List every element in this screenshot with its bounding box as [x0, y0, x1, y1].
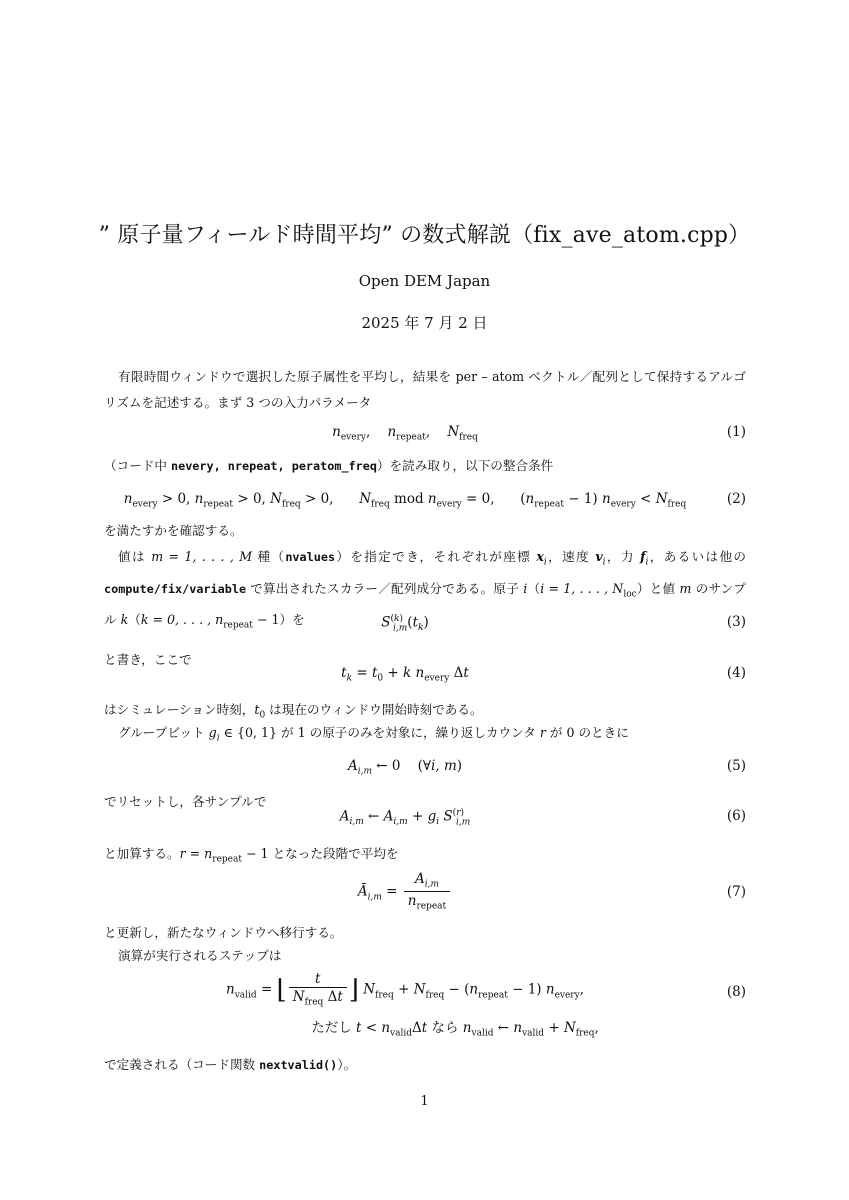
- equation-2: $n_{every} > 0$, $n_{repeat} > 0$, $N_{freq} > 0$, $N_{freq}$ mod $n_{every} = 0$, $(n_{repeat} - 1) n_{every} < N_{freq}$ (2): [123, 491, 746, 510]
- equation-8-condition: ただし $t < n_{valid}\Delta t$ なら $n_{valid}$ ← $n_{valid} + N_{freq}$,: [311, 1020, 599, 1039]
- paragraph-reset: でリセットし，各サンプルで: [104, 794, 267, 809]
- paragraph-definition: で定義される（コード関数 nextvalid()）。: [104, 1057, 357, 1072]
- equation-number: (6): [726, 808, 746, 824]
- equation-4: $t_k = t_0 + k$ $n_{every}$ Δt (4): [341, 665, 746, 684]
- equation-number: (1): [726, 424, 746, 440]
- paragraph-where: と書き，ここで: [104, 652, 192, 667]
- paragraph-parameters: （コード中 nevery, nrepeat, peratom_freq）を読み取り，以下の整合条件: [104, 458, 554, 473]
- page-number: 1: [420, 1094, 429, 1109]
- author: Open DEM Japan: [358, 272, 491, 290]
- paragraph-update: と更新し，新たなウィンドウへ移行する。: [104, 925, 343, 940]
- equation-1: $n_{every}$, $n_{repeat}$, $N_{freq}$ (1): [332, 424, 746, 443]
- paragraph-intro: 有限時間ウィンドウで選択した原子属性を平均し，結果を per – atom ベクトル／配列として保持するアルゴリズムを記述する。まず 3 つの入力パラメータ: [104, 369, 746, 410]
- date: 2025 年 7 月 2 日: [361, 314, 488, 332]
- paper-title: ” 原子量フィールド時間平均” の数式解説（fix_ave_atom.cpp）: [98, 223, 751, 248]
- equation-8: $n_{valid}$ = ⌊ $\frac{t}{N_{freq} \Delta t}$ ⌋ $N_{freq} + N_{freq} - (n_{repeat} - 1)$ $n_{every}$, (8): [226, 971, 746, 1008]
- paragraph-values: 値は m = 1, . . . , M 種（nvalues）を指定でき，それぞれが座標 $x_i$，速度 $v_i$，力 $f_i$，あるいは他のcompute/fix/variable で算出されたスカラー／配列成分である。原子 i（i = 1, . . . , $N_{loc}$）と値 m のサンプル k（k = 0, . . . , $n_{repeat} - 1$）を: [104, 549, 747, 631]
- equation-number: (8): [726, 984, 746, 1000]
- equation-number: (2): [726, 491, 746, 507]
- equation-5: $A_{i,m}$ ← 0 (∀i, m) (5): [347, 758, 746, 777]
- equation-number: (4): [726, 665, 746, 681]
- equation-3: $S^{(k)}_{i,m}(t_k)$ (3): [381, 614, 746, 634]
- paragraph-time: はシミュレーション時刻，$t_0$ は現在のウィンドウ開始時刻である。: [104, 702, 483, 721]
- paragraph-condition: を満たすかを確認する。: [104, 523, 243, 538]
- equation-7: $Ā_{i,m}$ = $\frac{A_{i,m}}{n_{repeat}}$ (7): [357, 871, 746, 912]
- equation-number: (5): [726, 758, 746, 774]
- paragraph-steps: 演算が実行されるステップは: [118, 948, 282, 963]
- equation-number: (3): [726, 614, 746, 630]
- paragraph-group: グループビット $g_i$ ∈ {0, 1} が 1 の原子のみを対象に，繰り返しカウンタ r が 0 のときに: [118, 725, 629, 744]
- equation-6: $A_{i,m}$ ← $A_{i,m} + g_i$ $S^{(r)}_{i,m}$ (6): [339, 808, 746, 828]
- paragraph-accumulate: と加算する。$r = n_{repeat} - 1$ となった段階で平均を: [104, 846, 399, 865]
- equation-number: (7): [726, 884, 746, 900]
